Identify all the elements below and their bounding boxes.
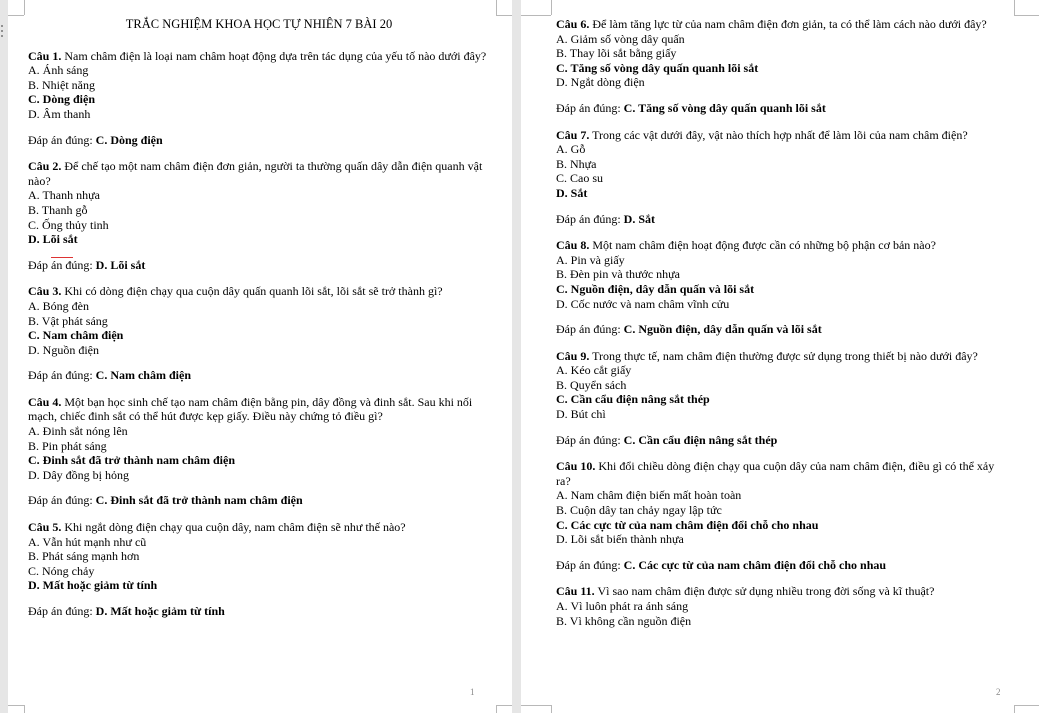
answer-option: D. Dây đồng bị hỏng [28, 467, 129, 482]
crop-mark [24, 0, 25, 15]
answer-label: Đáp án đúng: [556, 100, 621, 115]
question-stem [28, 284, 490, 299]
question-number: Câu 1. [28, 48, 62, 63]
question-stem [28, 49, 490, 64]
answer-value: C. Cần cẩu điện nâng sắt thép [623, 432, 778, 447]
crop-mark [1014, 0, 1015, 15]
crop-mark [496, 0, 497, 15]
question-text: Trong các vật dưới đây, vật nào thích hợp nhất để làm lõi của nam châm điện? [589, 127, 968, 142]
question-number: Câu 4. [28, 394, 62, 409]
crop-mark [496, 705, 512, 706]
page-number: 2 [996, 687, 1001, 697]
answer-value: C. Nguồn điện, dây dẫn quấn và lõi sắt [623, 322, 822, 337]
question-number: Câu 2. [28, 159, 62, 174]
answer-option: A. Ánh sáng [28, 63, 89, 78]
question-list [556, 17, 1008, 628]
correct-answer-line [556, 558, 1008, 573]
crop-mark [1014, 705, 1039, 706]
answer-option: D. Lõi sắt [28, 232, 78, 247]
page-1-content[interactable] [28, 17, 490, 631]
question-text: Để làm tăng lực từ của nam châm điện đơn giản, ta có thể làm cách nào dưới đây? [589, 17, 987, 31]
answer-label: Đáp án đúng: [556, 211, 621, 226]
question-number: Câu 11. [556, 584, 595, 599]
question-number: Câu 3. [28, 284, 62, 299]
answer-option: B. Vật phát sáng [28, 313, 108, 328]
document-title: TRẮC NGHIỆM KHOA HỌC TỰ NHIÊN 7 BÀI 20 [125, 17, 393, 31]
answer-option: D. Sắt [556, 185, 588, 200]
correct-answer-line [28, 368, 490, 383]
crop-mark [1014, 15, 1039, 16]
question-stem [28, 159, 490, 188]
answer-option: B. Thanh gỗ [28, 202, 88, 217]
answer-option: C. Các cực từ của nam châm điện đổi chỗ cho nhau [556, 517, 819, 532]
correct-answer-line [28, 258, 490, 273]
question-stem [556, 238, 1008, 253]
answer-option: B. Nhựa [556, 156, 597, 171]
crop-mark [1014, 705, 1015, 713]
answer-option: A. Giảm số vòng dây quấn [556, 31, 685, 46]
question-stem [556, 17, 1008, 32]
answer-label: Đáp án đúng: [556, 322, 621, 337]
question-stem [556, 349, 1008, 364]
question-text: Trong thực tế, nam châm điện thường được sử dụng trong thiết bị nào dưới đây? [589, 348, 978, 363]
answer-option: C. Đinh sắt đã trở thành nam châm điện [28, 453, 236, 468]
answer-label: Đáp án đúng: [556, 432, 621, 447]
correct-answer-line [28, 133, 490, 148]
question-stem [556, 584, 1008, 599]
question-text: Để chế tạo một nam châm điện đơn giản, người ta thường quấn dây dẫn điện quanh vật nào? [28, 159, 483, 188]
correct-answer-line [556, 322, 1008, 337]
correct-answer-line [28, 604, 490, 619]
question-stem [556, 459, 1008, 488]
answer-option: D. Bút chì [556, 407, 606, 422]
answer-option: C. Nguồn điện, dây dẫn quấn và lõi sắt [556, 281, 755, 296]
question-number: Câu 10. [556, 459, 596, 474]
question-text: Khi có dòng điện chạy qua cuộn dây quấn quanh lõi sắt, lõi sắt sẽ trở thành gì? [61, 284, 443, 299]
answer-value: C. Nam châm điện [95, 368, 191, 383]
crop-mark [496, 705, 497, 713]
question-block [28, 159, 490, 247]
correct-answer-line [28, 493, 490, 508]
answer-option: A. Bóng đèn [28, 298, 89, 313]
answer-option: C. Tăng số vòng dây quấn quanh lõi sắt [556, 60, 759, 75]
answer-label: Đáp án đúng: [28, 132, 93, 147]
question-block [28, 520, 490, 593]
answer-option: D. Lõi sắt biến thành nhựa [556, 532, 684, 547]
crop-mark [496, 15, 512, 16]
answer-option: C. Cần cẩu điện nâng sắt thép [556, 392, 710, 407]
answer-option: D. Mất hoặc giảm từ tính [28, 578, 158, 593]
crop-mark [8, 705, 24, 706]
answer-label: Đáp án đúng: [28, 368, 93, 383]
answer-value: D. Lõi sắt [95, 257, 146, 272]
correct-answer-line [556, 101, 1008, 116]
question-stem [28, 520, 490, 535]
answer-value: C. Đinh sắt đã trở thành nam châm điện [95, 493, 303, 508]
question-text: Vì sao nam châm điện được sử dụng nhiều trong đời sống và kĩ thuật? [594, 584, 935, 599]
answer-option: A. Vì luôn phát ra ánh sáng [556, 599, 689, 613]
correct-answer-line [556, 433, 1008, 448]
question-block [28, 49, 490, 122]
answer-option: B. Pin phát sáng [28, 438, 107, 453]
question-text: Một bạn học sinh chế tạo nam châm điện bằng pin, dây đồng và đinh sắt. Sau khi nối mạch, chiếc đinh sắt có thể hút được kẹp giấy. Điều này chứng tỏ điều gì? [28, 394, 473, 424]
question-number: Câu 6. [556, 17, 590, 31]
answer-option: B. Phát sáng mạnh hơn [28, 549, 140, 564]
question-block [556, 17, 1008, 90]
question-text: Nam châm điện là loại nam châm hoạt động dựa trên tác dụng của yếu tố nào dưới đây? [61, 48, 487, 63]
answer-option: A. Gỗ [556, 142, 586, 157]
question-text: Khi đổi chiều dòng điện chạy qua cuộn dây của nam châm điện, điều gì có thể xảy ra? [556, 459, 995, 488]
answer-option: A. Vẫn hút mạnh như cũ [28, 534, 147, 549]
answer-option: A. Đinh sắt nóng lên [28, 424, 128, 439]
crop-mark [551, 705, 552, 713]
page-number: 1 [470, 687, 475, 697]
question-block [556, 128, 1008, 201]
answer-option: B. Quyển sách [556, 377, 627, 392]
answer-value: C. Dòng điện [95, 132, 163, 147]
answer-option: D. Cốc nước và nam châm vĩnh cửu [556, 296, 730, 311]
answer-option: C. Nóng chảy [28, 563, 95, 578]
answer-option: B. Cuộn dây tan chảy ngay lập tức [556, 503, 722, 518]
answer-option: B. Đèn pin và thước nhựa [556, 267, 680, 282]
question-list [28, 49, 490, 619]
question-block [556, 584, 1008, 628]
question-number: Câu 8. [556, 238, 590, 253]
crop-mark [24, 705, 25, 713]
answer-option: A. Pin và giấy [556, 252, 625, 267]
answer-option: B. Vì không cần nguồn điện [556, 613, 692, 628]
answer-value: C. Tăng số vòng dây quấn quanh lõi sắt [623, 100, 826, 115]
crop-mark [551, 0, 552, 15]
answer-option: C. Dòng điện [28, 92, 96, 107]
crop-mark [8, 15, 24, 16]
answer-option: A. Kéo cắt giấy [556, 363, 632, 378]
document-page-2 [521, 0, 1039, 713]
answer-option: A. Thanh nhựa [28, 188, 100, 203]
answer-option: D. Ngắt dòng điện [556, 75, 645, 90]
question-block [556, 349, 1008, 422]
answer-value: C. Các cực từ của nam châm điện đổi chỗ cho nhau [623, 557, 887, 572]
question-number: Câu 7. [556, 127, 590, 142]
question-number: Câu 5. [28, 520, 62, 535]
answer-option: A. Nam châm điện biến mất hoàn toàn [556, 488, 742, 503]
spellcheck-underline [51, 255, 73, 258]
answer-option: B. Nhiệt năng [28, 77, 95, 92]
answer-option: B. Thay lõi sắt bằng giấy [556, 46, 677, 61]
answer-option: C. Cao su [556, 171, 604, 186]
question-block [28, 284, 490, 357]
document-page-1 [8, 0, 512, 713]
answer-label: Đáp án đúng: [556, 557, 621, 572]
sidebar-grip[interactable] [1, 25, 5, 40]
question-stem [28, 395, 490, 424]
answer-label: Đáp án đúng: [28, 257, 93, 272]
answer-label: Đáp án đúng: [28, 604, 93, 618]
answer-option: C. Ống thủy tinh [28, 217, 109, 232]
answer-option: C. Nam châm điện [28, 328, 124, 343]
question-text: Khi ngắt dòng điện chạy qua cuộn dây, nam châm điện sẽ như thế nào? [61, 520, 406, 535]
answer-value: D. Mất hoặc giảm từ tính [95, 604, 225, 618]
page-2-content[interactable] [556, 17, 1008, 639]
answer-value: D. Sắt [623, 211, 655, 226]
answer-option: D. Nguồn điện [28, 342, 99, 357]
question-stem [556, 128, 1008, 143]
question-block [556, 238, 1008, 311]
question-number: Câu 9. [556, 348, 590, 363]
crop-mark [521, 15, 551, 16]
question-block [28, 395, 490, 483]
correct-answer-line [556, 212, 1008, 227]
crop-mark [521, 705, 551, 706]
answer-option: D. Âm thanh [28, 106, 91, 121]
question-block [556, 459, 1008, 547]
answer-label: Đáp án đúng: [28, 493, 93, 508]
question-text: Một nam châm điện hoạt động được cần có những bộ phận cơ bản nào? [589, 238, 936, 253]
